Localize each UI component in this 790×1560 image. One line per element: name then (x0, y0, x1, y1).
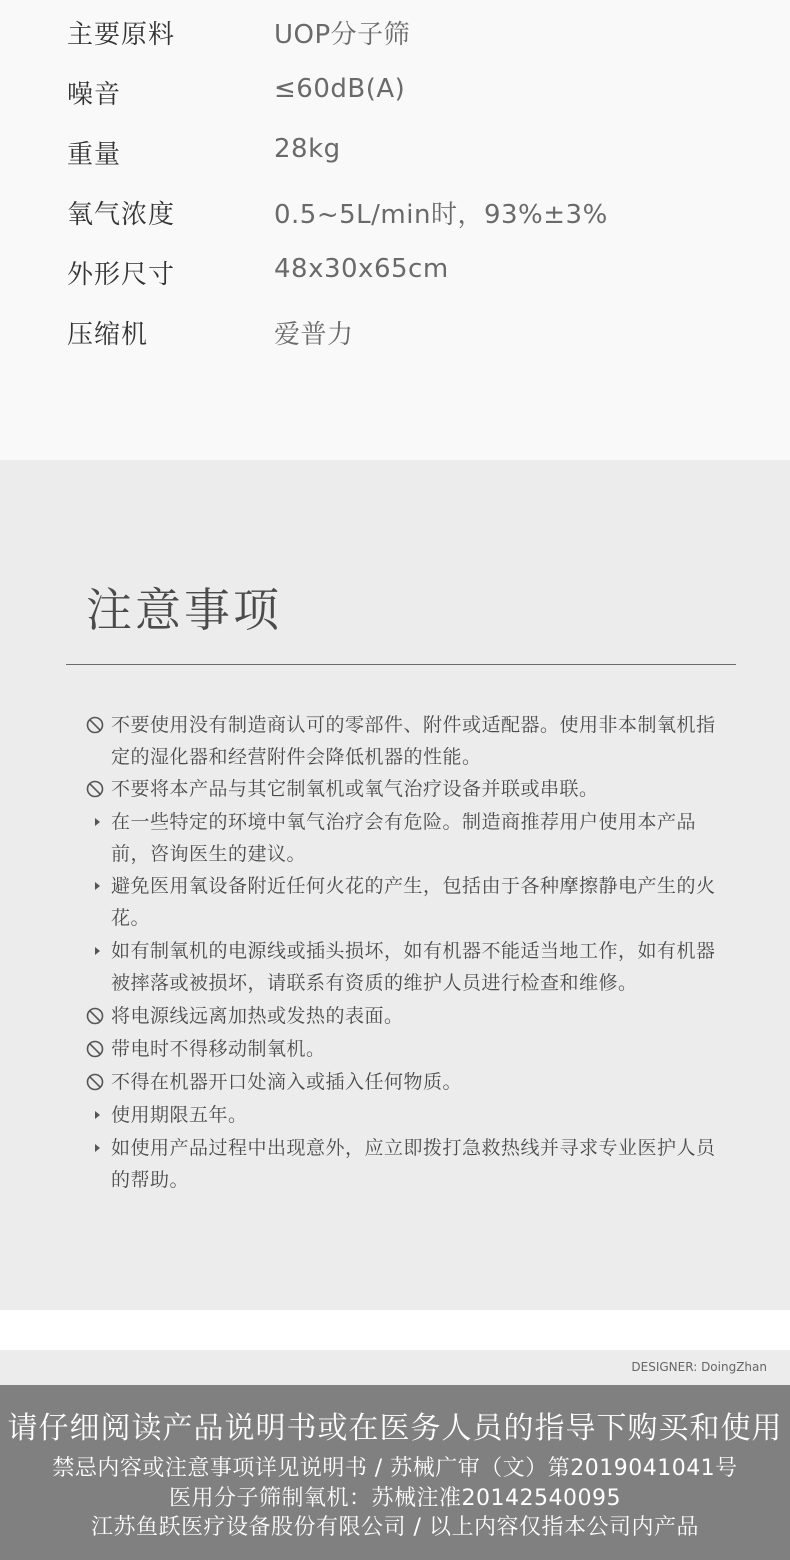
notice-text: 将电源线远离加热或发热的表面。 (111, 1005, 404, 1027)
spec-label: 重量 (67, 140, 122, 170)
spec-value: 48x30x65cm (274, 254, 449, 284)
arrow-icon (95, 947, 100, 955)
spec-row-material (0, 8, 790, 48)
divider (66, 664, 736, 665)
notice-title: 注意事项 (86, 583, 282, 637)
footer-line: 江苏鱼跃医疗设备股份有限公司 / 以上内容仅指本公司内产品 (91, 1515, 699, 1540)
prohibited-icon (86, 780, 104, 798)
arrow-icon (95, 1111, 100, 1119)
spec-row-compressor (0, 308, 790, 348)
notice-text: 不得在机器开口处滴入或插入任何物质。 (111, 1071, 463, 1093)
designer-bar (0, 1350, 790, 1385)
prohibited-icon (86, 716, 104, 734)
notice-text: 不要使用没有制造商认可的零部件、附件或适配器。使用非本制氧机指定的湿化器和经营附件会降低机器的性能。 (111, 714, 716, 768)
spec-label: 压缩机 (67, 320, 149, 350)
notice-text: 如有制氧机的电源线或插头损坏，如有机器不能适当地工作，如有机器被摔落或被损坏，请联系有资质的维护人员进行检查和维修。 (111, 940, 716, 994)
prohibited-icon (86, 1073, 104, 1091)
arrow-icon (95, 1144, 100, 1152)
designer-credit: DESIGNER: DoingZhan (631, 1360, 767, 1374)
footer-line: 禁忌内容或注意事项详见说明书 / 苏械广审（文）第2019041041号 (52, 1456, 738, 1481)
spec-value: UOP分子筛 (274, 20, 411, 50)
spec-label: 主要原料 (67, 20, 176, 50)
footer-line: 医用分子筛制氧机：苏械注准20142540095 (169, 1486, 621, 1511)
spec-row-weight (0, 128, 790, 168)
notice-section (0, 460, 790, 1310)
notice-text: 避免医用氧设备附近任何火花的产生，包括由于各种摩擦静电产生的火花。 (111, 875, 716, 929)
prohibited-icon (86, 1007, 104, 1025)
spec-value: 爱普力 (274, 320, 354, 350)
notice-text: 在一些特定的环境中氧气治疗会有危险。制造商推荐用户使用本产品前，咨询医生的建议。 (111, 811, 697, 865)
spec-label: 噪音 (67, 80, 122, 110)
spec-row-noise (0, 68, 790, 108)
footer-main-text: 请仔细阅读产品说明书或在医务人员的指导下购买和使用 (7, 1411, 783, 1446)
spec-value: ≤60dB(A) (274, 74, 406, 104)
spec-value: 0.5~5L/min时，93%±3% (274, 200, 608, 230)
spec-row-dimensions (0, 248, 790, 288)
prohibited-icon (86, 1040, 104, 1058)
notice-text: 不要将本产品与其它制氧机或氧气治疗设备并联或串联。 (111, 778, 599, 800)
notice-text: 使用期限五年。 (111, 1104, 248, 1126)
footer-disclaimer (0, 1385, 790, 1560)
arrow-icon (95, 882, 100, 890)
notice-text: 如使用产品过程中出现意外，应立即拨打急救热线并寻求专业医护人员的帮助。 (111, 1137, 716, 1191)
notice-text: 带电时不得移动制氧机。 (111, 1038, 326, 1060)
arrow-icon (95, 818, 100, 826)
spec-label: 外形尺寸 (67, 260, 176, 290)
spec-value: 28kg (274, 134, 341, 164)
spec-label: 氧气浓度 (67, 200, 176, 230)
spec-row-oxygen (0, 188, 790, 228)
spec-table (0, 0, 790, 460)
